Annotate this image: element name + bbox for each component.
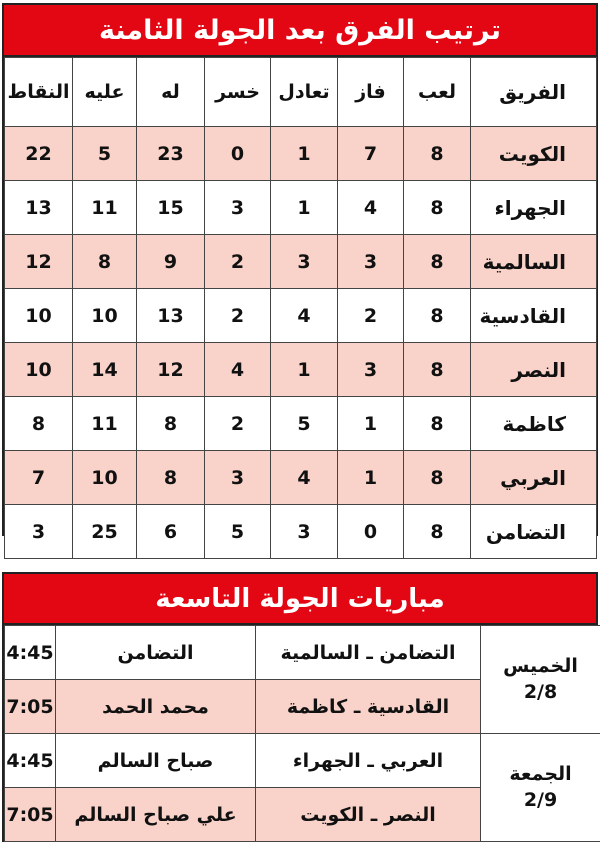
goals-against-cell: 5 [73, 127, 137, 181]
won-cell: 3 [338, 235, 404, 289]
day-name: الخميس [503, 654, 578, 677]
played-cell: 8 [404, 127, 471, 181]
won-cell: 0 [338, 505, 404, 559]
col-header-goals-against: عليه [73, 58, 137, 127]
won-cell: 3 [338, 343, 404, 397]
goals-for-cell: 9 [137, 235, 205, 289]
time-cell: 7:05 [5, 680, 56, 734]
standings-header-row [5, 58, 597, 127]
table-row [5, 505, 597, 559]
team-name: السالمية [471, 235, 597, 289]
goals-for-cell: 12 [137, 343, 205, 397]
points-cell: 10 [5, 343, 73, 397]
played-cell: 8 [404, 289, 471, 343]
col-header-goals-for: له [137, 58, 205, 127]
table-row [5, 289, 597, 343]
match-cell: العربي ـ الجهراء [256, 734, 481, 788]
points-cell: 12 [5, 235, 73, 289]
points-cell: 13 [5, 181, 73, 235]
day-name: الجمعة [509, 762, 572, 785]
goals-for-cell: 13 [137, 289, 205, 343]
match-cell: القادسية ـ كاظمة [256, 680, 481, 734]
drawn-cell: 1 [271, 343, 338, 397]
time-cell: 7:05 [5, 788, 56, 842]
goals-for-cell: 8 [137, 451, 205, 505]
venue-cell: علي صباح السالم [56, 788, 256, 842]
lost-cell: 0 [205, 127, 271, 181]
lost-cell: 3 [205, 181, 271, 235]
table-row [5, 343, 597, 397]
team-name: القادسية [471, 289, 597, 343]
played-cell: 8 [404, 505, 471, 559]
played-cell: 8 [404, 181, 471, 235]
team-name: التضامن [471, 505, 597, 559]
table-row [5, 181, 597, 235]
played-cell: 8 [404, 397, 471, 451]
drawn-cell: 1 [271, 181, 338, 235]
points-cell: 22 [5, 127, 73, 181]
standings-table [2, 3, 598, 544]
table-row [5, 397, 597, 451]
points-cell: 3 [5, 505, 73, 559]
table-row [5, 127, 597, 181]
drawn-cell: 3 [271, 235, 338, 289]
team-name: الكويت [471, 127, 597, 181]
team-name: النصر [471, 343, 597, 397]
lost-cell: 2 [205, 289, 271, 343]
goals-against-cell: 14 [73, 343, 137, 397]
played-cell: 8 [404, 451, 471, 505]
won-cell: 1 [338, 451, 404, 505]
goals-against-cell: 8 [73, 235, 137, 289]
team-name: كاظمة [471, 397, 597, 451]
won-cell: 7 [338, 127, 404, 181]
goals-against-cell: 10 [73, 451, 137, 505]
match-cell: التضامن ـ السالمية [256, 626, 481, 680]
played-cell: 8 [404, 343, 471, 397]
fixtures-grid [4, 625, 600, 842]
fixture-row [5, 734, 600, 788]
fixture-row [5, 626, 600, 680]
lost-cell: 2 [205, 397, 271, 451]
team-name: الجهراء [471, 181, 597, 235]
fixtures-table [2, 572, 598, 842]
goals-for-cell: 15 [137, 181, 205, 235]
day-date: 2/8 [523, 680, 558, 703]
standings-title: ترتيب الفرق بعد الجولة الثامنة [4, 5, 596, 57]
points-cell: 7 [5, 451, 73, 505]
lost-cell: 5 [205, 505, 271, 559]
col-header-team: الفريق [471, 58, 597, 127]
goals-against-cell: 25 [73, 505, 137, 559]
won-cell: 2 [338, 289, 404, 343]
standings-grid [4, 57, 597, 559]
points-cell: 8 [5, 397, 73, 451]
drawn-cell: 4 [271, 289, 338, 343]
match-cell: النصر ـ الكويت [256, 788, 481, 842]
won-cell: 4 [338, 181, 404, 235]
drawn-cell: 3 [271, 505, 338, 559]
fixtures-title: مباريات الجولة التاسعة [4, 574, 596, 625]
time-cell: 4:45 [5, 626, 56, 680]
col-header-lost: خسر [205, 58, 271, 127]
day-cell [481, 734, 600, 842]
won-cell: 1 [338, 397, 404, 451]
lost-cell: 2 [205, 235, 271, 289]
team-name: العربي [471, 451, 597, 505]
drawn-cell: 1 [271, 127, 338, 181]
col-header-points: النقاط [5, 58, 73, 127]
venue-cell: التضامن [56, 626, 256, 680]
day-date: 2/9 [523, 788, 558, 811]
table-row [5, 451, 597, 505]
drawn-cell: 5 [271, 397, 338, 451]
venue-cell: صباح السالم [56, 734, 256, 788]
points-cell: 10 [5, 289, 73, 343]
goals-against-cell: 11 [73, 397, 137, 451]
time-cell: 4:45 [5, 734, 56, 788]
col-header-drawn: تعادل [271, 58, 338, 127]
drawn-cell: 4 [271, 451, 338, 505]
goals-for-cell: 8 [137, 397, 205, 451]
col-header-won: فاز [338, 58, 404, 127]
lost-cell: 3 [205, 451, 271, 505]
venue-cell: محمد الحمد [56, 680, 256, 734]
col-header-played: لعب [404, 58, 471, 127]
lost-cell: 4 [205, 343, 271, 397]
day-cell [481, 626, 600, 734]
goals-against-cell: 11 [73, 181, 137, 235]
played-cell: 8 [404, 235, 471, 289]
goals-for-cell: 23 [137, 127, 205, 181]
table-row [5, 235, 597, 289]
goals-against-cell: 10 [73, 289, 137, 343]
goals-for-cell: 6 [137, 505, 205, 559]
